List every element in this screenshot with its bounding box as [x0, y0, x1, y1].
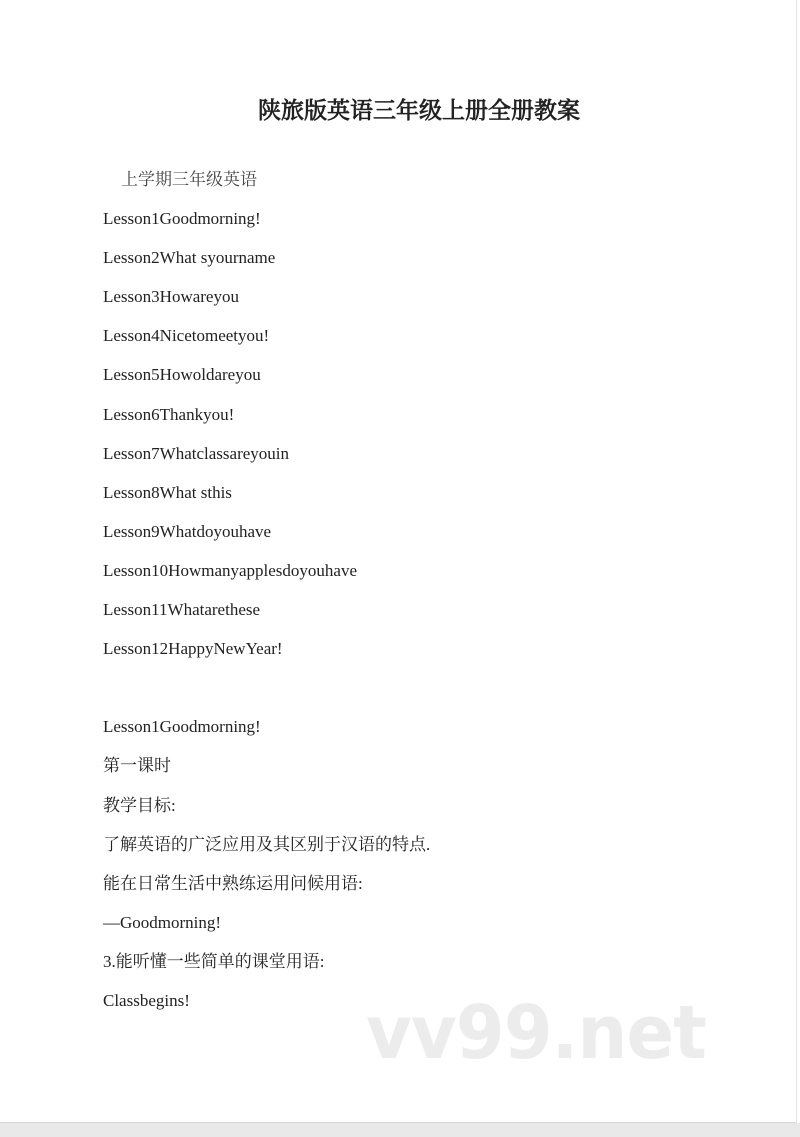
lesson-list-item: Lesson3Howareyou	[103, 287, 239, 307]
paragraph: 了解英语的广泛应用及其区别于汉语的特点.	[103, 834, 431, 854]
lesson-list-item: Lesson5Howoldareyou	[103, 365, 261, 385]
lesson-list-item: Lesson9Whatdoyouhave	[103, 521, 272, 541]
paragraph: Classbegins!	[103, 990, 190, 1010]
lesson-list-item: Lesson12HappyNewYear!	[103, 639, 283, 659]
paragraph: 3.能听懂一些简单的课堂用语:	[103, 951, 325, 971]
lesson-list-item: Lesson11Whatarethese	[103, 600, 261, 620]
lesson-list-item: Lesson10Howmanyapplesdoyouhave	[103, 560, 358, 580]
lesson-list-item: Lesson4Nicetomeetyou!	[103, 326, 270, 346]
lesson-list-item: Lesson1Goodmorning!	[103, 209, 261, 229]
lesson-list-item: Lesson2What syourname	[103, 248, 276, 268]
paragraph: 教学目标:	[103, 795, 176, 815]
section-heading: 上学期三年级英语	[121, 170, 257, 189]
document-body	[103, 168, 430, 1028]
lesson-list-item: Lesson7Whatclassareyouin	[103, 443, 289, 463]
paragraph: 第一课时	[103, 756, 171, 776]
lesson-list-item: Lesson8What sthis	[103, 482, 232, 502]
document-title: 陕旅版英语三年级上册全册教案	[258, 98, 580, 124]
paragraph: 能在日常生活中熟练运用问候用语:	[103, 873, 363, 893]
page-gap	[0, 1123, 800, 1137]
blank-line	[103, 676, 430, 715]
lesson-heading: Lesson1Goodmorning!	[103, 717, 261, 737]
paragraph: —Goodmorning!	[103, 912, 222, 932]
watermark: vv99.net	[366, 990, 706, 1076]
lesson-list-item: Lesson6Thankyou!	[103, 404, 235, 424]
